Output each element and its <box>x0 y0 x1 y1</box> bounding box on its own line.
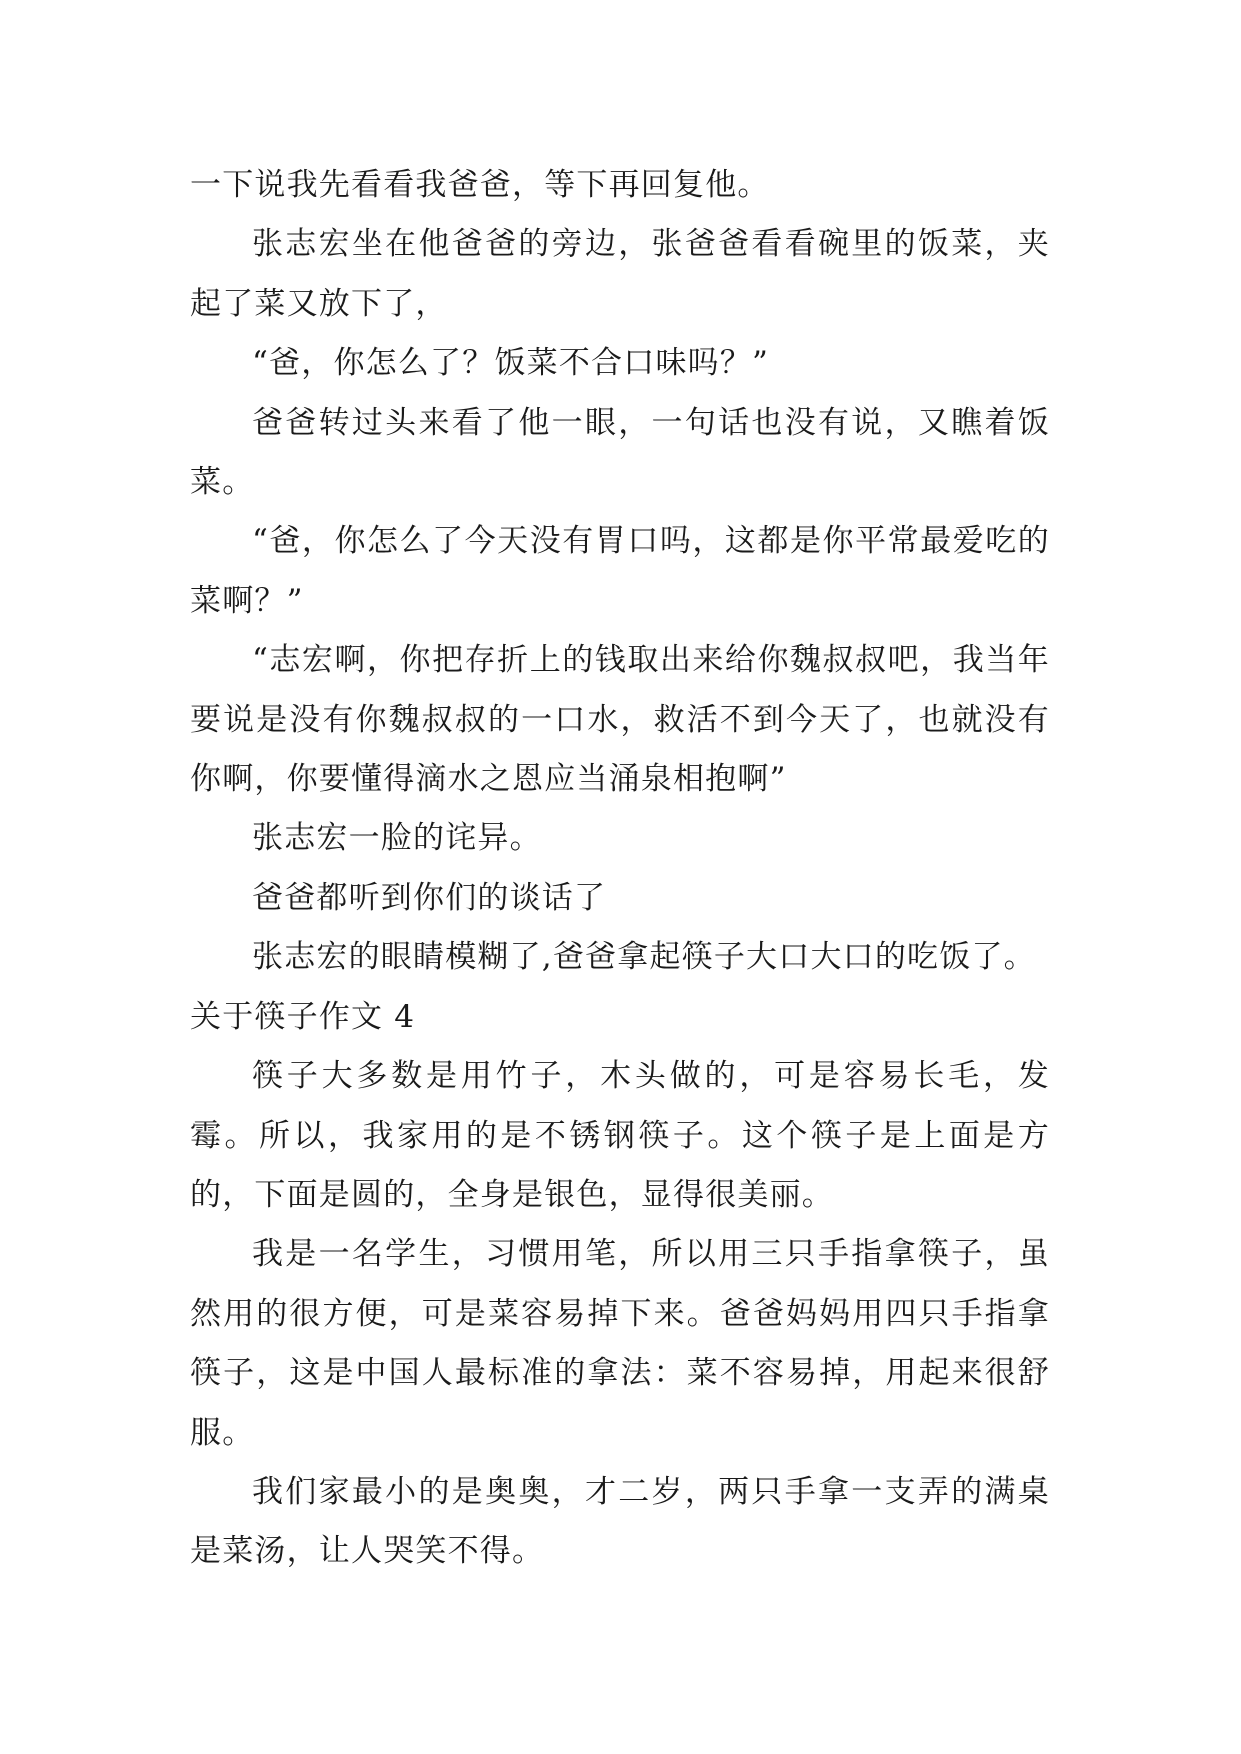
paragraph-1: 一下说我先看看我爸爸，等下再回复他。 <box>190 167 770 203</box>
document-body <box>190 156 1050 1582</box>
paragraph-7: 张志宏一脸的诧异。 <box>252 820 542 857</box>
section-title: 关于筷子作文 4 <box>190 998 416 1035</box>
paragraph-4: 爸爸转过头来看了他一眼，一句话也没有说，又瞧着饭菜。 <box>190 404 1050 501</box>
section-paragraph-3: 我们家最小的是奥奥，才二岁，两只手拿一支弄的满桌是菜汤，让人哭笑不得。 <box>190 1473 1050 1570</box>
section-paragraph-1: 筷子大多数是用竹子，木头做的，可是容易长毛，发霉。所以，我家用的是不锈钢筷子。这个筷子是上面是方的，下面是圆的，全身是银色，显得很美丽。 <box>190 1058 1050 1213</box>
paragraph-3: “爸，你怎么了？饭菜不合口味吗？” <box>252 345 770 382</box>
section-paragraph-2: 我是一名学生，习惯用笔，所以用三只手指拿筷子，虽然用的很方便，可是菜容易掉下来。爸爸妈妈用四只手指拿筷子，这是中国人最标准的拿法：菜不容易掉，用起来很舒服。 <box>190 1236 1050 1451</box>
paragraph-9: 张志宏的眼睛模糊了,爸爸拿起筷子大口大口的吃饭了。 <box>252 939 1036 976</box>
paragraph-5: “爸，你怎么了今天没有胃口吗，这都是你平常最爱吃的菜啊？” <box>190 523 1050 619</box>
paragraph-8: 爸爸都听到你们的谈话了 <box>252 879 607 916</box>
paragraph-2: 张志宏坐在他爸爸的旁边，张爸爸看看碗里的饭菜，夹起了菜又放下了， <box>190 226 1050 322</box>
paragraph-6: “志宏啊，你把存折上的钱取出来给你魏叔叔吧，我当年要说是没有你魏叔叔的一口水，救活不到今天了，也就没有你啊，你要懂得滴水之恩应当涌泉相抱啊” <box>190 642 1050 798</box>
